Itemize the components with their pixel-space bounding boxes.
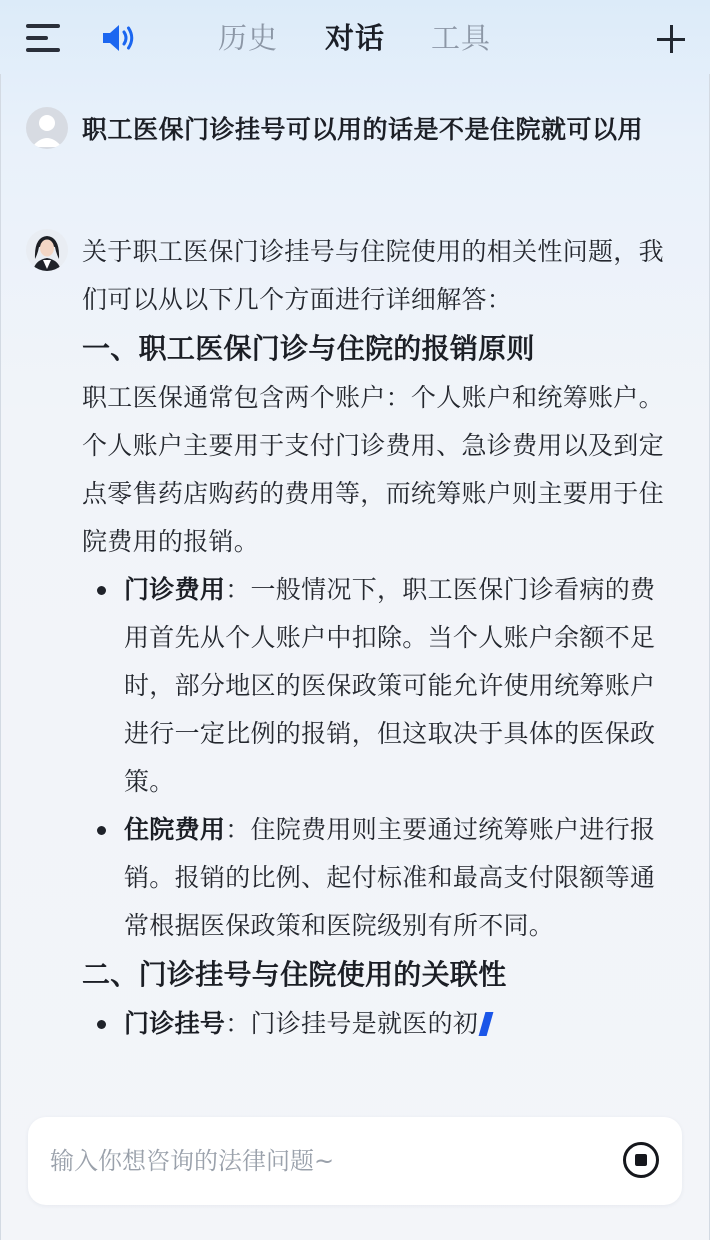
assistant-answer — [82, 228, 680, 1048]
user-message: 职工医保门诊挂号可以用的话是不是住院就可以用 — [82, 115, 644, 144]
section-heading-2: 二、门诊挂号与住院使用的关联性 — [82, 958, 507, 991]
tab-history[interactable]: 历史 — [218, 21, 279, 55]
tab-chat[interactable]: 对话 — [325, 21, 386, 55]
stop-generation-icon[interactable] — [622, 1141, 660, 1179]
tab-tools[interactable]: 工具 — [431, 21, 492, 55]
bullet-icon — [97, 586, 106, 595]
assistant-avatar — [26, 229, 68, 271]
menu-icon[interactable] — [26, 22, 62, 54]
section-paragraph-1: 职工医保通常包含两个账户：个人账户和统筹账户。个人账户主要用于支付门诊费用、急诊费用以及到定点零售药店购药的费用等，而统筹账户则主要用于住院费用的报销。 — [82, 383, 664, 556]
answer-intro: 关于职工医保门诊挂号与住院使用的相关性问题，我们可以从以下几个方面进行详细解答： — [82, 237, 664, 314]
section-list-2 — [82, 1000, 680, 1048]
new-chat-plus-icon[interactable] — [656, 24, 686, 54]
section-heading-1: 一、职工医保门诊与住院的报销原则 — [82, 332, 535, 365]
list-item-text: ：一般情况下，职工医保门诊看病的费用首先从个人账户中扣除。当个人账户余额不足时，部分地区的医保政策可能允许使用统筹账户进行一定比例的报销，但这取决于具体的医保政策。 — [124, 575, 656, 796]
speaker-icon[interactable] — [100, 22, 138, 54]
bullet-icon — [97, 1020, 106, 1029]
chat-input[interactable] — [48, 1137, 592, 1185]
typing-cursor-icon — [479, 1012, 494, 1036]
list-item — [82, 806, 680, 950]
list-item-text: ：门诊挂号是就医的初 — [225, 1009, 479, 1038]
bullet-icon — [97, 826, 106, 835]
list-item — [82, 566, 680, 806]
list-item-text: ：住院费用则主要通过统筹账户进行报销。报销的比例、起付标准和最高支付限额等通常根据医保政策和医院级别有所不同。 — [124, 815, 656, 940]
list-item-term: 住院费用 — [124, 815, 226, 844]
section-list-1 — [82, 566, 680, 950]
top-bar — [0, 0, 710, 76]
user-avatar — [26, 107, 68, 149]
list-item-term: 门诊挂号 — [124, 1009, 226, 1038]
list-item — [82, 1000, 680, 1048]
chat-input-box — [28, 1117, 682, 1205]
left-border — [0, 74, 1, 1240]
list-item-term: 门诊费用 — [124, 575, 226, 604]
